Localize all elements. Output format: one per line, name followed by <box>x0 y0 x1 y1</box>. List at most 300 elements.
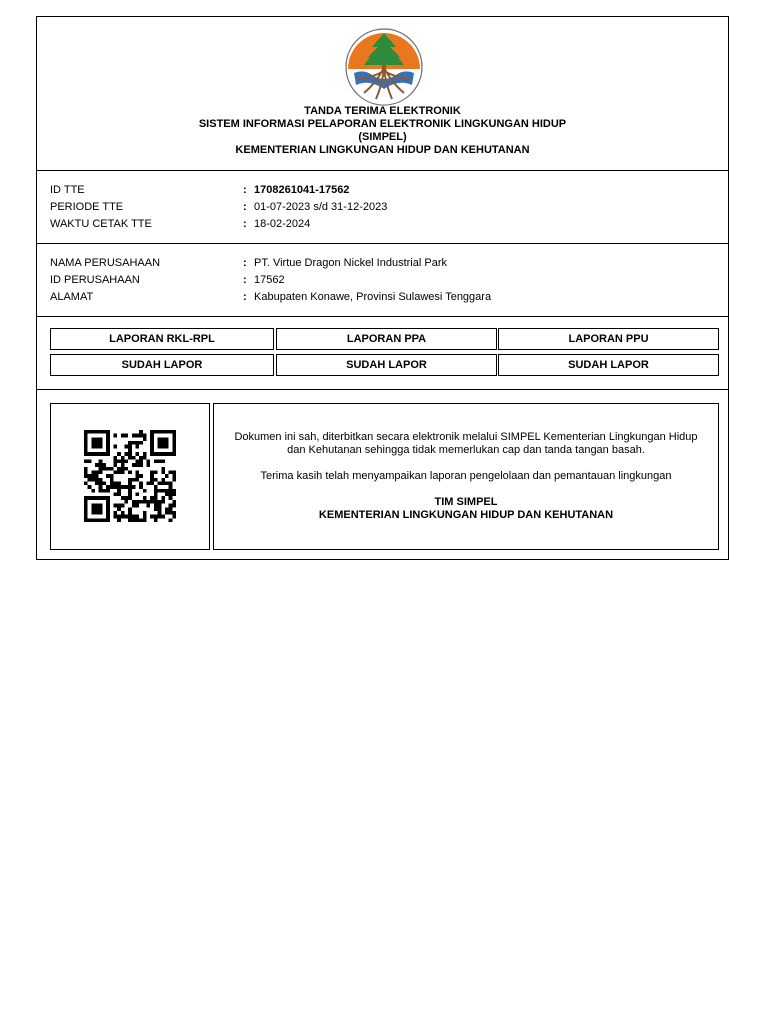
qr-module <box>95 430 99 434</box>
qr-module <box>106 441 110 445</box>
qr-module <box>143 437 147 441</box>
qr-module <box>117 489 121 493</box>
qr-module <box>84 467 88 471</box>
report-status-ppu: SUDAH LAPOR <box>498 354 719 376</box>
qr-module <box>84 434 88 438</box>
qr-module <box>136 452 140 456</box>
qr-module <box>88 518 92 522</box>
colon: : <box>243 291 247 303</box>
qr-module <box>128 452 132 456</box>
qr-module <box>128 485 132 489</box>
id-tte-label: ID TTE <box>50 184 85 196</box>
qr-module <box>99 489 103 493</box>
qr-module <box>124 459 128 463</box>
qr-module <box>154 485 158 489</box>
qr-module <box>99 482 103 486</box>
qr-module <box>84 459 88 463</box>
qr-module <box>136 504 140 508</box>
qr-module <box>143 496 147 500</box>
qr-module <box>95 496 99 500</box>
qr-module <box>91 441 95 445</box>
qr-module <box>91 474 95 478</box>
qr-module <box>172 434 176 438</box>
qr-module <box>95 504 99 508</box>
qr-module <box>95 437 99 441</box>
qr-module <box>95 441 99 445</box>
qr-module <box>113 459 117 463</box>
tte-info-section <box>37 171 728 244</box>
nama-perusahaan-value: PT. Virtue Dragon Nickel Industrial Park <box>254 257 447 269</box>
qr-module <box>128 482 132 486</box>
title-line-2: SISTEM INFORMASI PELAPORAN ELEKTRONIK LINGKUNGAN HIDUP <box>198 118 567 130</box>
colon: : <box>243 184 247 196</box>
qr-module <box>84 504 88 508</box>
qr-module <box>128 493 132 497</box>
qr-module <box>117 504 121 508</box>
qr-module <box>95 507 99 511</box>
qr-module <box>150 441 154 445</box>
qr-module <box>132 456 136 460</box>
qr-module <box>124 434 128 438</box>
qr-module <box>88 485 92 489</box>
qr-module <box>150 500 154 504</box>
qr-module <box>132 504 136 508</box>
qr-code-box <box>50 403 210 550</box>
qr-module <box>139 434 143 438</box>
alamat-row <box>50 289 710 305</box>
qr-module <box>154 470 158 474</box>
qr-module <box>91 507 95 511</box>
qr-module <box>121 504 125 508</box>
signature-ministry: KEMENTERIAN LINGKUNGAN HIDUP DAN KEHUTANAN <box>318 509 614 521</box>
qr-module <box>102 467 106 471</box>
qr-module <box>99 437 103 441</box>
qr-module <box>106 511 110 515</box>
qr-module <box>121 470 125 474</box>
qr-module <box>169 482 173 486</box>
qr-module <box>117 518 121 522</box>
qr-module <box>150 474 154 478</box>
qr-module <box>158 504 162 508</box>
qr-module <box>136 441 140 445</box>
qr-module <box>154 478 158 482</box>
qr-module <box>139 441 143 445</box>
statement-line-2: dan Kehutanan sehingga tidak memerlukan cap dan tanda tangan basah. <box>287 444 645 456</box>
document-title-block <box>37 105 728 157</box>
qr-module <box>136 478 140 482</box>
qr-module <box>121 515 125 519</box>
qr-module <box>132 485 136 489</box>
qr-module <box>124 485 128 489</box>
qr-module <box>172 437 176 441</box>
qr-module <box>150 496 154 500</box>
qr-module <box>110 485 114 489</box>
qr-module <box>128 507 132 511</box>
qr-module <box>113 493 117 497</box>
qr-module <box>158 511 162 515</box>
qr-module <box>143 489 147 493</box>
qr-module <box>143 456 147 460</box>
qr-module <box>91 437 95 441</box>
id-perusahaan-row <box>50 272 710 288</box>
waktu-cetak-value: 18-02-2024 <box>254 218 311 230</box>
qr-module <box>165 482 169 486</box>
qr-module <box>84 518 88 522</box>
qr-module <box>136 474 140 478</box>
qr-module <box>169 493 173 497</box>
qr-module <box>113 463 117 467</box>
qr-module <box>139 485 143 489</box>
qr-module <box>136 500 140 504</box>
qr-module <box>161 489 165 493</box>
report-name-ppa: LAPORAN PPA <box>276 328 497 350</box>
qr-module <box>106 467 110 471</box>
qr-module <box>113 434 117 438</box>
qr-module <box>88 474 92 478</box>
alamat-value: Kabupaten Konawe, Provinsi Sulawesi Tenggara <box>254 291 492 303</box>
qr-module <box>106 496 110 500</box>
qr-module <box>117 452 121 456</box>
qr-module <box>91 496 95 500</box>
qr-module <box>165 437 169 441</box>
qr-module <box>99 511 103 515</box>
qr-module <box>143 434 147 438</box>
qr-module <box>150 478 154 482</box>
qr-module <box>139 474 143 478</box>
qr-module <box>113 470 117 474</box>
qr-module <box>99 507 103 511</box>
qr-module <box>124 515 128 519</box>
qr-module <box>154 518 158 522</box>
nama-perusahaan-label: NAMA PERUSAHAAN <box>50 257 161 269</box>
qr-module <box>136 463 140 467</box>
qr-module <box>132 515 136 519</box>
colon: : <box>243 274 247 286</box>
qr-module <box>161 478 165 482</box>
signature-block <box>214 496 718 522</box>
qr-module <box>161 467 165 471</box>
qr-module <box>113 515 117 519</box>
report-status-ppa: SUDAH LAPOR <box>276 354 497 376</box>
qr-module <box>113 456 117 460</box>
qr-module <box>113 445 117 449</box>
qr-module <box>169 511 173 515</box>
qr-module <box>158 437 162 441</box>
qr-module <box>161 437 165 441</box>
nama-perusahaan-row <box>50 255 710 271</box>
qr-module <box>128 456 132 460</box>
waktu-cetak-row <box>50 216 710 232</box>
qr-module <box>132 500 136 504</box>
qr-module <box>102 482 106 486</box>
qr-module <box>158 482 162 486</box>
qr-module <box>158 430 162 434</box>
qr-module <box>110 478 114 482</box>
qr-module <box>106 489 110 493</box>
title-line-1: TANDA TERIMA ELEKTRONIK <box>304 105 461 117</box>
qr-module <box>128 478 132 482</box>
report-status-section <box>37 317 728 390</box>
qr-module <box>99 518 103 522</box>
qr-module <box>165 489 169 493</box>
qr-module <box>84 474 88 478</box>
qr-module <box>95 518 99 522</box>
qr-module <box>154 500 158 504</box>
document-header <box>37 17 728 171</box>
qr-module <box>106 474 110 478</box>
alamat-label: ALAMAT <box>50 291 94 303</box>
qr-module <box>121 467 125 471</box>
qr-module <box>172 493 176 497</box>
qr-module <box>106 437 110 441</box>
qr-module <box>84 448 88 452</box>
statement-paragraph <box>214 431 718 457</box>
qr-module <box>99 470 103 474</box>
qr-module <box>132 478 136 482</box>
qr-module <box>161 445 165 449</box>
qr-module <box>158 515 162 519</box>
qr-module <box>169 452 173 456</box>
qr-module <box>169 518 173 522</box>
qr-module <box>172 500 176 504</box>
qr-module <box>154 515 158 519</box>
qr-module <box>106 507 110 511</box>
qr-module <box>150 445 154 449</box>
qr-module <box>161 452 165 456</box>
qr-module <box>154 489 158 493</box>
qr-module <box>169 504 173 508</box>
qr-module <box>102 496 106 500</box>
qr-module <box>165 474 169 478</box>
qr-module <box>121 496 125 500</box>
qr-module <box>99 504 103 508</box>
qr-module <box>139 518 143 522</box>
qr-module <box>136 493 140 497</box>
qr-module <box>172 511 176 515</box>
qr-module <box>128 515 132 519</box>
qr-module <box>110 482 114 486</box>
qr-module <box>95 470 99 474</box>
qr-module <box>165 507 169 511</box>
qr-module <box>150 434 154 438</box>
qr-module <box>143 515 147 519</box>
qr-module <box>128 496 132 500</box>
qr-module <box>150 437 154 441</box>
qr-module <box>172 441 176 445</box>
qr-module <box>147 482 151 486</box>
qr-module <box>102 518 106 522</box>
qr-module <box>99 459 103 463</box>
qr-module <box>113 482 117 486</box>
qr-module <box>161 500 165 504</box>
qr-module <box>99 478 103 482</box>
qr-module <box>102 430 106 434</box>
qr-module <box>154 452 158 456</box>
qr-module <box>158 489 162 493</box>
qr-module <box>150 515 154 519</box>
qr-module <box>117 482 121 486</box>
qr-module <box>95 463 99 467</box>
qr-module <box>158 507 162 511</box>
qr-module <box>165 441 169 445</box>
qr-module <box>102 463 106 467</box>
qr-module <box>91 511 95 515</box>
periode-tte-value: 01-07-2023 s/d 31-12-2023 <box>254 201 388 213</box>
id-perusahaan-value: 17562 <box>254 274 285 286</box>
qr-module <box>102 489 106 493</box>
company-info-section <box>37 244 728 317</box>
qr-module <box>165 430 169 434</box>
qr-module <box>113 511 117 515</box>
qr-module <box>117 515 121 519</box>
report-name-ppu: LAPORAN PPU <box>498 328 719 350</box>
qr-module <box>91 478 95 482</box>
qr-module <box>106 430 110 434</box>
qr-module <box>106 448 110 452</box>
qr-module <box>161 470 165 474</box>
qr-module <box>124 452 128 456</box>
qr-module <box>84 515 88 519</box>
qr-module <box>88 459 92 463</box>
qr-module <box>121 459 125 463</box>
qr-module <box>158 452 162 456</box>
qr-module <box>84 470 88 474</box>
qr-code-icon <box>82 430 178 522</box>
qr-module <box>117 485 121 489</box>
qr-module <box>95 478 99 482</box>
qr-module <box>172 504 176 508</box>
qr-module <box>124 467 128 471</box>
qr-module <box>172 445 176 449</box>
qr-module <box>172 515 176 519</box>
qr-module <box>169 470 173 474</box>
qr-module <box>169 489 173 493</box>
qr-module <box>172 470 176 474</box>
qr-module <box>117 459 121 463</box>
qr-module <box>99 463 103 467</box>
qr-module <box>84 507 88 511</box>
qr-module <box>165 493 169 497</box>
qr-module <box>147 463 151 467</box>
qr-module <box>124 500 128 504</box>
qr-module <box>117 470 121 474</box>
qr-module <box>99 467 103 471</box>
qr-module <box>117 507 121 511</box>
qr-module <box>84 452 88 456</box>
qr-module <box>136 434 140 438</box>
qr-module <box>117 493 121 497</box>
qr-module <box>172 489 176 493</box>
title-line-3: (SIMPEL) <box>358 131 407 143</box>
qr-module <box>91 430 95 434</box>
qr-module <box>84 496 88 500</box>
validation-statement-box <box>213 403 719 550</box>
colon: : <box>243 257 247 269</box>
qr-module <box>139 456 143 460</box>
statement-line-1: Dokumen ini sah, diterbitkan secara elektronik melalui SIMPEL Kementerian Lingkungan Hidup <box>234 431 698 443</box>
qr-module <box>169 496 173 500</box>
qr-module <box>102 452 106 456</box>
qr-module <box>121 456 125 460</box>
qr-module <box>169 507 173 511</box>
qr-module <box>91 452 95 456</box>
qr-module <box>158 459 162 463</box>
qr-module <box>143 452 147 456</box>
qr-module <box>91 504 95 508</box>
qr-module <box>95 511 99 515</box>
qr-module <box>99 452 103 456</box>
qr-module <box>84 500 88 504</box>
qr-module <box>161 441 165 445</box>
qr-module <box>136 515 140 519</box>
qr-module <box>95 452 99 456</box>
report-status-rkl-rpl: SUDAH LAPOR <box>50 354 274 376</box>
qr-module <box>128 489 132 493</box>
qr-module <box>106 504 110 508</box>
qr-module <box>143 511 147 515</box>
qr-module <box>136 445 140 449</box>
title-line-4: KEMENTERIAN LINGKUNGAN HIDUP DAN KEHUTANAN <box>235 144 530 156</box>
qr-module <box>132 434 136 438</box>
qr-module <box>128 518 132 522</box>
qr-module <box>124 496 128 500</box>
qr-module <box>106 434 110 438</box>
receipt-document <box>36 16 729 560</box>
qr-module <box>132 463 136 467</box>
qr-module <box>143 500 147 504</box>
report-name-rkl-rpl: LAPORAN RKL-RPL <box>50 328 274 350</box>
colon: : <box>243 218 247 230</box>
validation-section <box>37 390 728 560</box>
qr-module <box>150 430 154 434</box>
qr-module <box>154 507 158 511</box>
qr-module <box>91 445 95 449</box>
colon: : <box>243 201 247 213</box>
qr-module <box>121 434 125 438</box>
qr-module <box>136 470 140 474</box>
qr-module <box>161 459 165 463</box>
qr-module <box>172 448 176 452</box>
qr-module <box>158 500 162 504</box>
qr-module <box>106 518 110 522</box>
qr-module <box>139 430 143 434</box>
qr-module <box>121 511 125 515</box>
qr-module <box>110 467 114 471</box>
qr-module <box>165 452 169 456</box>
qr-module <box>84 441 88 445</box>
qr-module <box>128 448 132 452</box>
qr-module <box>84 437 88 441</box>
qr-module <box>150 470 154 474</box>
qr-module <box>128 511 132 515</box>
periode-tte-row <box>50 199 710 215</box>
qr-module <box>139 459 143 463</box>
qr-module <box>128 445 132 449</box>
qr-module <box>165 445 169 449</box>
periode-tte-label: PERIODE TTE <box>50 201 124 213</box>
qr-module <box>161 430 165 434</box>
waktu-cetak-label: WAKTU CETAK TTE <box>50 218 152 230</box>
qr-module <box>136 518 140 522</box>
qr-module <box>106 485 110 489</box>
qr-module <box>147 504 151 508</box>
qr-module <box>95 474 99 478</box>
qr-module <box>88 430 92 434</box>
qr-module <box>154 430 158 434</box>
qr-module <box>161 496 165 500</box>
qr-module <box>147 500 151 504</box>
qr-module <box>106 445 110 449</box>
